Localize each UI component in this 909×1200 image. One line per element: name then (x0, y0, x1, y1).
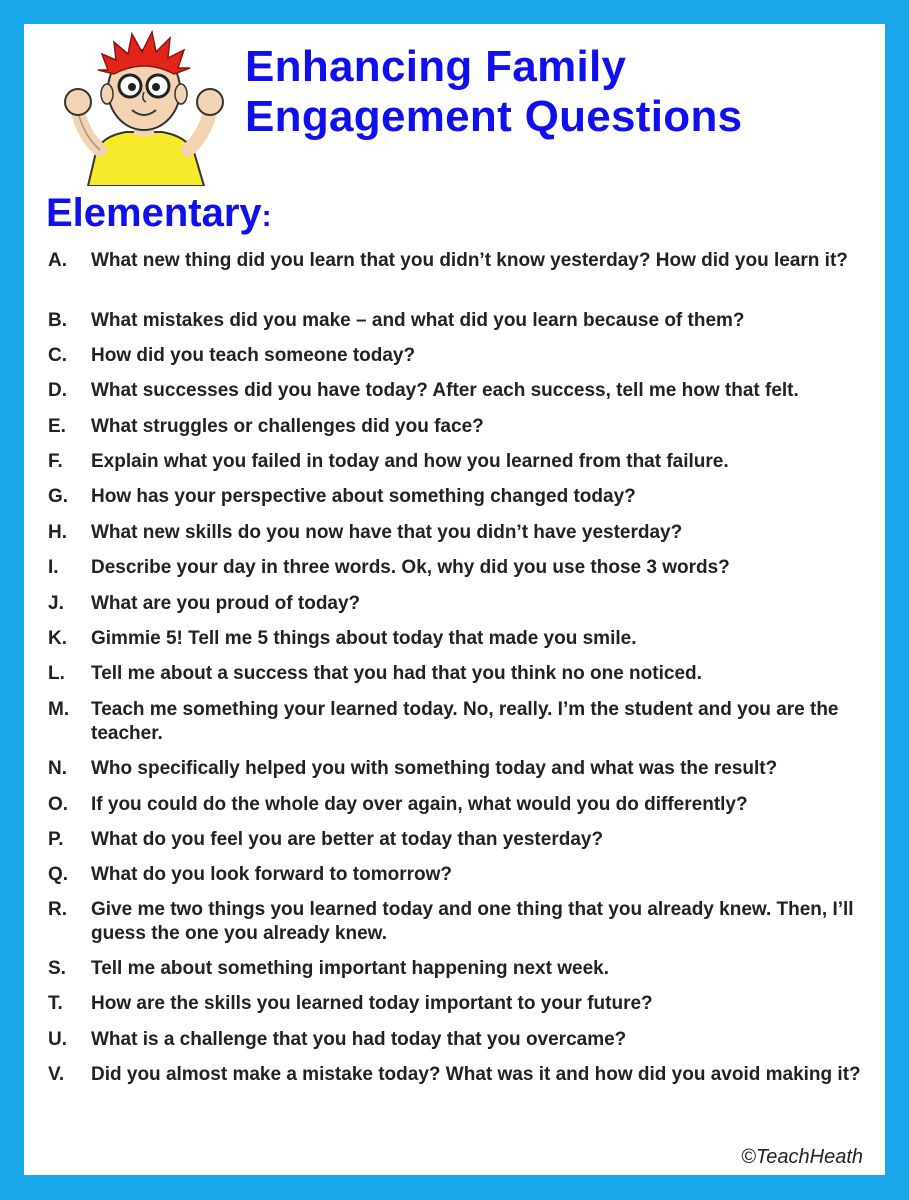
question-text: Who specifically helped you with something today and what was the result? (91, 758, 778, 779)
question-letter: A. (48, 250, 67, 271)
question-letter: D. (48, 380, 67, 401)
question-text: What do you look forward to tomorrow? (91, 864, 452, 885)
question-text: Teach me something your learned today. No, really. I’m the student and you are the teacher. (91, 699, 839, 744)
question-text: What struggles or challenges did you face? (91, 416, 484, 437)
question-text: Describe your day in three words. Ok, why did you use those 3 words? (91, 557, 730, 578)
question-text: If you could do the whole day over again, what would you do differently? (91, 794, 748, 815)
title-line-2: Engagement Questions (245, 92, 743, 141)
question-letter: M. (48, 699, 70, 720)
question-letter: R. (48, 899, 67, 920)
question-text: What successes did you have today? After each success, tell me how that felt. (91, 380, 799, 401)
page-title (245, 42, 742, 142)
question-text: Tell me about a success that you had that you think no one noticed. (91, 663, 702, 684)
copyright-notice: ©TeachHeath (741, 1146, 863, 1168)
question-text: Explain what you failed in today and how you learned from that failure. (91, 451, 729, 472)
question-letter: S. (48, 958, 66, 979)
question-text: How did you teach someone today? (91, 345, 416, 366)
question-letter: G. (48, 486, 69, 507)
question-text: Give me two things you learned today and one thing that you already knew. Then, I’ll guess the one you already knew. (91, 899, 854, 944)
question-letter: N. (48, 758, 67, 779)
question-letter: U. (48, 1029, 67, 1050)
question-text: Did you almost make a mistake today? What was it and how did you avoid making it? (91, 1064, 861, 1085)
question-text: What do you feel you are better at today than yesterday? (91, 829, 604, 850)
question-text: What are you proud of today? (91, 593, 361, 614)
question-letter: L. (48, 663, 65, 684)
question-text: What new thing did you learn that you didn’t know yesterday? How did you learn it? (91, 250, 848, 271)
question-letter: P. (48, 829, 64, 850)
question-text: How are the skills you learned today important to your future? (91, 993, 653, 1014)
question-letter: C. (48, 345, 67, 366)
question-text: What mistakes did you make – and what did you learn because of them? (91, 310, 745, 331)
worksheet-page (24, 24, 885, 1175)
question-letter: O. (48, 794, 69, 815)
question-letter: K. (48, 628, 67, 649)
question-text: How has your perspective about something changed today? (91, 486, 636, 507)
question-text: What new skills do you now have that you didn’t have yesterday? (91, 522, 683, 543)
title-line-1: Enhancing Family (245, 42, 627, 91)
question-letter: H. (48, 522, 67, 543)
question-text: Tell me about something important happening next week. (91, 958, 609, 979)
section-heading-colon: : (261, 200, 272, 233)
question-letter: Q. (48, 864, 69, 885)
question-text: What is a challenge that you had today that you overcame? (91, 1029, 627, 1050)
question-letter: T. (48, 993, 63, 1014)
question-text: Gimmie 5! Tell me 5 things about today that made you smile. (91, 628, 637, 649)
cartoon-boy-cheering-icon (44, 24, 234, 186)
question-letter: E. (48, 416, 66, 437)
section-heading (46, 189, 272, 241)
question-letter: F. (48, 451, 63, 472)
question-letter: I. (48, 557, 59, 578)
question-letter: B. (48, 310, 67, 331)
question-letter: J. (48, 593, 64, 614)
question-letter: V. (48, 1064, 65, 1085)
section-heading-text: Elementary (46, 191, 262, 235)
